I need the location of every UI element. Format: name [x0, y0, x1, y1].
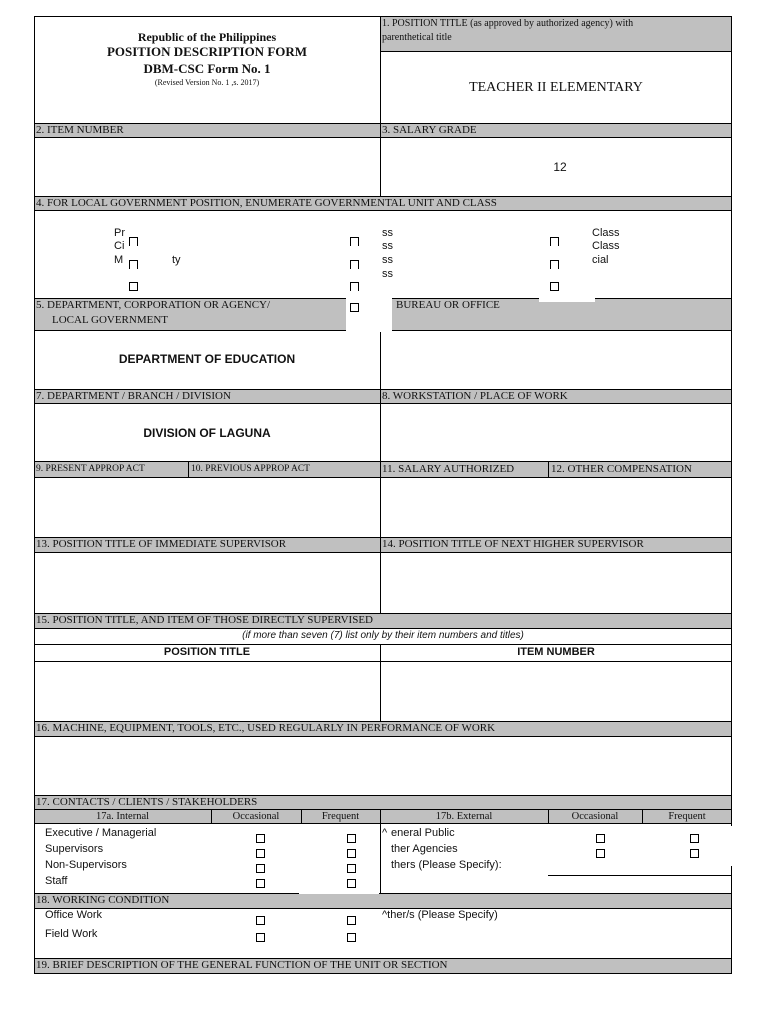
lgu-label: 4. FOR LOCAL GOVERNMENT POSITION, ENUMERATE GOVERNMENTAL UNIT AND CLASS: [36, 197, 497, 209]
lgu-checkbox[interactable]: [350, 303, 359, 312]
internal-frequent-header: Frequent: [321, 811, 360, 822]
lgu-checkbox[interactable]: [129, 260, 138, 269]
contacts-label: 17. CONTACTS / CLIENTS / STAKEHOLDERS: [36, 796, 258, 808]
non-supervisors-occasional-checkbox[interactable]: [256, 864, 265, 873]
contact-others-label: thers (Please Specify):: [391, 859, 502, 871]
lgu-checkbox[interactable]: [550, 260, 559, 269]
redaction-patch: [539, 212, 595, 302]
redaction-patch: [714, 826, 734, 866]
position-title-value[interactable]: TEACHER II ELEMENTARY: [469, 80, 643, 95]
other-compensation-label: 12. OTHER COMPENSATION: [551, 463, 692, 475]
contact-supervisors-label: Supervisors: [45, 843, 104, 855]
field-work-occasional-checkbox[interactable]: [256, 933, 265, 942]
lgu-checkbox[interactable]: [350, 237, 359, 246]
office-work-occasional-checkbox[interactable]: [256, 916, 265, 925]
contact-staff-label: Staff: [45, 875, 68, 887]
bureau-label: BUREAU OR OFFICE: [396, 299, 500, 311]
external-occasional-header: Occasional: [571, 811, 619, 822]
position-title-label-2: parenthetical title: [382, 32, 452, 43]
workstation-label: 8. WORKSTATION / PLACE OF WORK: [382, 390, 568, 402]
internal-header: 17a. Internal: [95, 811, 150, 822]
present-approp-label: 9. PRESENT APPROP ACT: [36, 464, 145, 474]
field-work-frequent-checkbox[interactable]: [347, 933, 356, 942]
general-public-occasional-checkbox[interactable]: [596, 834, 605, 843]
division-value[interactable]: DIVISION OF LAGUNA: [143, 426, 271, 440]
supervised-label: 15. POSITION TITLE, AND ITEM OF THOSE DIRECTLY SUPERVISED: [36, 614, 373, 626]
form-revision: (Revised Version No. 1 ,s. 2017): [154, 78, 260, 87]
supervised-item-number-header: ITEM NUMBER: [517, 646, 595, 658]
external-header: 17b. External: [435, 811, 493, 822]
form-title: POSITION DESCRIPTION FORM: [106, 44, 308, 59]
lgu-checkbox[interactable]: [350, 282, 359, 291]
other-conditions-label: ^ther/s (Please Specify): [382, 909, 498, 921]
next-supervisor-label: 14. POSITION TITLE OF NEXT HIGHER SUPERVISOR: [382, 538, 644, 550]
department-label-2: LOCAL GOVERNMENT: [52, 314, 168, 326]
working-condition-label: 18. WORKING CONDITION: [36, 894, 170, 906]
position-description-form: Republic of the Philippines POSITION DESCRIPTION FORM DBM-CSC Form No. 1 (Revised Version No. 1 ,s. 2017) 1. POSITION TITLE (as approved by authorized agency) with parenthetical title TEACHER II ELEMENTARY 2. ITEM NUMBER 3. SALARY GRADE 12 4. FOR LOCAL GOVERNMENT POSITION, ENUMERATE GOVERNMENTAL UNIT AND CLASS Pr Ci M ty ss ss ss ss Class Class cial 5. DEPARTMENT, CORPORATION OR AGENCY/ LOCAL GOVERNMENT BUREAU OR OFFICE DEPARTMENT OF EDUCATION 7. DEPARTMENT / BRANCH / DIVISION 8. WORKSTATION / PLACE OF WORK DIVISION OF LAGUNA 9. PRESENT APPROP ACT 10. PREVIOUS APPROP ACT 11. SALARY AUTHORIZED 12. OTHER COMPENSATION 13. POSITION TITLE OF IMMEDIATE SUPERVISOR 14. POSITION TITLE OF NEXT HIGHER SUPERVISOR 15. POSITION TITLE, AND ITEM OF THOSE DIRECTLY SUPERVISED (if more than seven (7) list only by their item numbers and titles) POSITION TITLE ITEM NUMBER 16. MACHINE, EQUIPMENT, TOOLS, ETC., USED REGULARLY IN PERFORMANCE OF WORK 17. CONTACTS / CLIENTS / STAKEHOLDERS 17a. Internal Occasional Frequent 17b. External Occasional Frequent Executive / Managerial Supervisors Non-Supervisors Staff ^ eneral Public ther Agencies thers (Please Specify): 18. WORKING CONDITION Office Work Field Work ^ther/s (Please Specify) 19. BRIEF DESCRIPTION OF THE GENERAL FUNCTION OF THE UNIT OR SECTION: [34, 16, 732, 976]
form-number: DBM-CSC Form No. 1: [143, 61, 271, 76]
republic-heading: Republic of the Philippines: [137, 30, 277, 44]
non-supervisors-frequent-checkbox[interactable]: [347, 864, 356, 873]
supervised-note: (if more than seven (7) list only by their item numbers and titles): [242, 630, 524, 641]
salary-grade-value[interactable]: 12: [553, 160, 567, 174]
item-number-label: 2. ITEM NUMBER: [36, 124, 124, 136]
field-work-label: Field Work: [45, 928, 98, 940]
department-label: 5. DEPARTMENT, CORPORATION OR AGENCY/: [36, 299, 271, 311]
redaction-patch: [299, 882, 379, 894]
staff-frequent-checkbox[interactable]: [347, 879, 356, 888]
other-agencies-frequent-checkbox[interactable]: [690, 849, 699, 858]
office-work-frequent-checkbox[interactable]: [347, 916, 356, 925]
lgu-checkbox[interactable]: [350, 260, 359, 269]
internal-occasional-header: Occasional: [232, 811, 280, 822]
executive-frequent-checkbox[interactable]: [347, 834, 356, 843]
lgu-checkbox[interactable]: [129, 282, 138, 291]
general-public-frequent-checkbox[interactable]: [690, 834, 699, 843]
contact-non-supervisors-label: Non-Supervisors: [45, 859, 127, 871]
position-title-label: 1. POSITION TITLE (as approved by authorized agency) with: [382, 18, 634, 29]
executive-occasional-checkbox[interactable]: [256, 834, 265, 843]
supervisors-frequent-checkbox[interactable]: [347, 849, 356, 858]
lgu-checkbox[interactable]: [550, 282, 559, 291]
office-work-label: Office Work: [45, 909, 103, 921]
external-frequent-header: Frequent: [668, 811, 706, 822]
supervisors-occasional-checkbox[interactable]: [256, 849, 265, 858]
lgu-checkbox[interactable]: [550, 237, 559, 246]
salary-grade-label: 3. SALARY GRADE: [382, 124, 477, 136]
salary-authorized-label: 11. SALARY AUTHORIZED: [382, 463, 515, 475]
equipment-label: 16. MACHINE, EQUIPMENT, TOOLS, ETC., USED REGULARLY IN PERFORMANCE OF WORK: [36, 722, 496, 734]
contact-other-agencies-label: ther Agencies: [391, 843, 458, 855]
other-agencies-occasional-checkbox[interactable]: [596, 849, 605, 858]
contact-general-public-label: eneral Public: [391, 827, 455, 839]
lgu-checkbox[interactable]: [129, 237, 138, 246]
department-value[interactable]: DEPARTMENT OF EDUCATION: [118, 352, 296, 366]
immediate-supervisor-label: 13. POSITION TITLE OF IMMEDIATE SUPERVISOR: [36, 538, 287, 550]
general-function-label: 19. BRIEF DESCRIPTION OF THE GENERAL FUNCTION OF THE UNIT OR SECTION: [36, 959, 448, 971]
previous-approp-label: 10. PREVIOUS APPROP ACT: [191, 464, 310, 474]
staff-occasional-checkbox[interactable]: [256, 879, 265, 888]
division-label: 7. DEPARTMENT / BRANCH / DIVISION: [36, 390, 231, 402]
supervised-position-title-header: POSITION TITLE: [163, 646, 251, 658]
contact-executive-label: Executive / Managerial: [45, 827, 157, 839]
